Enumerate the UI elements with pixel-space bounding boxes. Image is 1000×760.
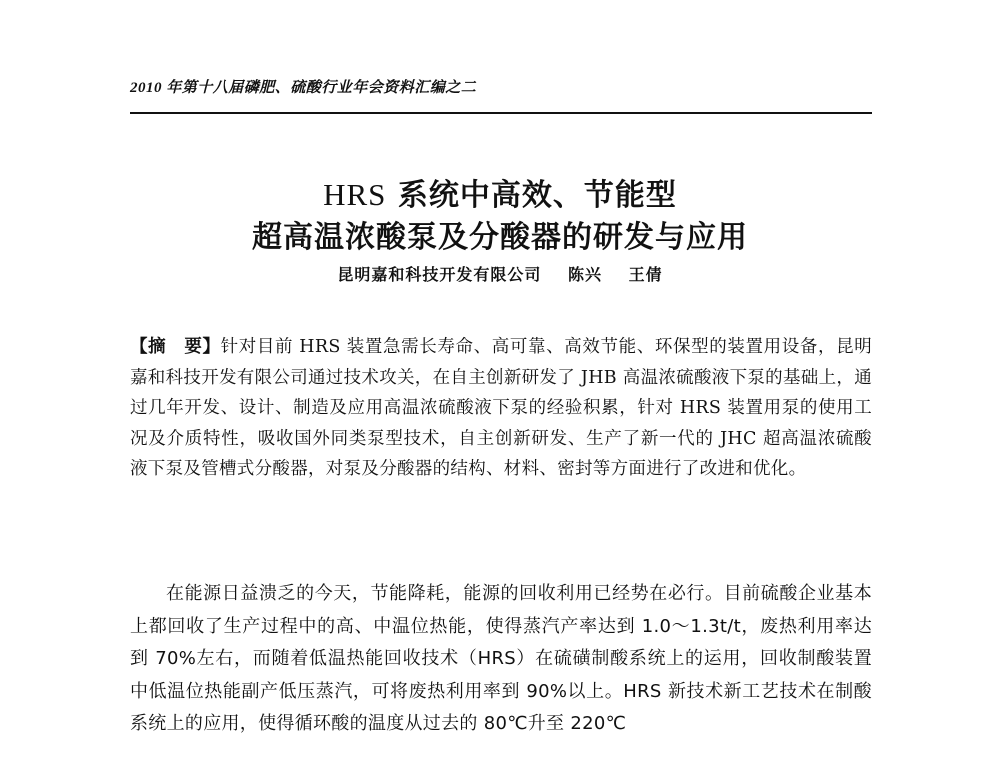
author-name: 陈兴 — [567, 265, 602, 284]
header-rule — [130, 112, 872, 114]
running-header: 2010 年第十八届磷肥、硫酸行业年会资料汇编之二 — [130, 80, 477, 96]
title-line-1-text: 系统中高效、节能型 — [386, 178, 677, 213]
body-paragraph: 在能源日益溃乏的今天，节能降耗，能源的回收利用已经势在必行。目前硫酸企业基本上都回收了生产过程中的高、中温位热能，使得蒸汽产率达到 1.0～1.3t/t，废热利用率达到 70%左右，而随着低温热能回收技术（HRS）在硫磺制酸系统上的运用，回收制酸装置中低温位热能副产低压蒸汽，可将废热利用率到 90%以上。HRS 新技术新工艺技术在制酸系统上的应用，使得循环酸的温度从过去的 80℃升至 220℃ — [130, 583, 872, 735]
author-name: 王倩 — [628, 265, 663, 284]
affiliation: 昆明嘉和科技开发有限公司 — [337, 265, 542, 284]
article-title-line-2: 超高温浓酸泵及分酸器的研发与应用 — [252, 220, 748, 255]
article-title-line-1 — [0, 170, 1000, 214]
abstract-text: 针对目前 HRS 装置急需长寿命、高可靠、高效节能、环保型的装置用设备，昆明嘉和科技开发有限公司通过技术攻关，在自主创新研发了 JHB 高温浓硫酸液下泵的基础上，通过几年开发、设计、制造及应用高温浓硫酸液下泵的经验积累，针对 HRS 装置用泵的使用工况及介质特性，吸收国外同类泵型技术，自主创新研发、生产了新一代的 JHC 超高温浓硫酸液下泵及管槽式分酸器，对泵及分酸器的结构、材料、密封等方面进行了改进和优化。 — [130, 337, 872, 479]
abstract-label: 【摘 要】 — [130, 337, 221, 357]
title-latin-text: HRS — [323, 177, 387, 212]
abstract — [130, 332, 872, 485]
author-line — [0, 262, 1000, 285]
